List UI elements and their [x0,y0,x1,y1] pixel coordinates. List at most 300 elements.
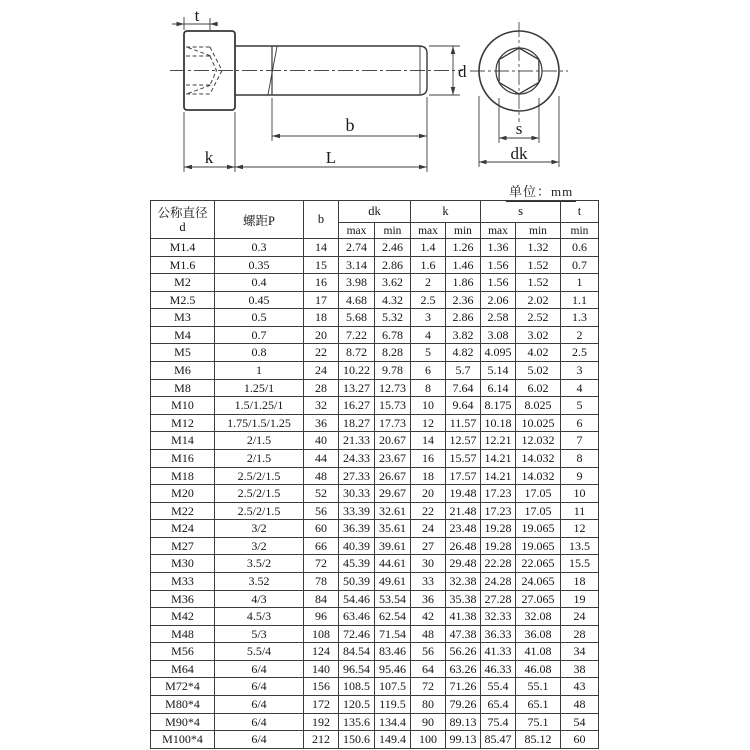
table-cell: 8 [411,379,446,397]
table-row [151,467,599,485]
table-cell: 1.1 [561,291,599,309]
subheader-t-min: min [561,223,599,239]
technical-drawing [0,0,750,200]
dim-label-b: b [345,115,355,135]
table-row [151,520,599,538]
table-row [151,274,599,292]
table-cell: 45.39 [339,555,375,573]
table-cell: M6 [151,362,215,380]
table-cell: 66 [304,537,339,555]
table-cell: 83.46 [375,643,411,661]
table-cell: 49.61 [375,572,411,590]
table-cell: 54.46 [339,590,375,608]
table-row [151,731,599,749]
table-cell: 24 [411,520,446,538]
table-cell: 13.5 [561,537,599,555]
table-cell: 192 [304,713,339,731]
table-cell: 32 [304,397,339,415]
table-cell: 14.21 [481,467,516,485]
table-cell: 10.22 [339,362,375,380]
table-cell: 18 [561,572,599,590]
table-cell: 2 [561,326,599,344]
table-cell: M56 [151,643,215,661]
table-cell: 124 [304,643,339,661]
table-cell: 55.1 [516,678,561,696]
table-cell: 5/3 [215,625,304,643]
header-dk-group: dk [339,201,411,223]
table-cell: 65.1 [516,696,561,714]
table-cell: 64 [411,660,446,678]
table-cell: 4/3 [215,590,304,608]
table-cell: 41.33 [481,643,516,661]
table-cell: 0.7 [561,256,599,274]
table-cell: 14.032 [516,467,561,485]
table-cell: 12.21 [481,432,516,450]
table-cell: M64 [151,660,215,678]
dim-label-L: L [325,148,337,167]
table-cell: 8.175 [481,397,516,415]
table-cell: 75.4 [481,713,516,731]
table-cell: 8.72 [339,344,375,362]
table-row [151,485,599,503]
table-cell: 71.54 [375,625,411,643]
table-cell: 5 [411,344,446,362]
table-cell: 10 [561,485,599,503]
table-cell: 3 [561,362,599,380]
table-cell: 3/2 [215,520,304,538]
table-cell: 32.08 [516,608,561,626]
table-row [151,344,599,362]
table-cell: 10.18 [481,414,516,432]
table-cell: 10 [411,397,446,415]
table-cell: 1.5/1.25/1 [215,397,304,415]
table-row [151,362,599,380]
table-cell: 17.05 [516,502,561,520]
table-cell: 36.39 [339,520,375,538]
table-cell: 4.02 [516,344,561,362]
subheader-dk-min: min [375,223,411,239]
table-cell: 15 [304,256,339,274]
table-cell: 120.5 [339,696,375,714]
table-row [151,432,599,450]
table-cell: 6.02 [516,379,561,397]
table-cell: 135.6 [339,713,375,731]
table-cell: 9.78 [375,362,411,380]
table-cell: 0.4 [215,274,304,292]
table-cell: 4 [561,379,599,397]
table-cell: 12 [411,414,446,432]
table-row [151,678,599,696]
table-cell: 7 [561,432,599,450]
table-cell: 19.28 [481,520,516,538]
table-row [151,590,599,608]
subheader-s-min: min [516,223,561,239]
table-cell: 79.26 [446,696,481,714]
table-cell: 19.48 [446,485,481,503]
table-cell: 71.26 [446,678,481,696]
table-cell: 85.47 [481,731,516,749]
table-cell: 3 [411,309,446,327]
table-cell: 6/4 [215,660,304,678]
table-cell: 1.56 [481,256,516,274]
table-cell: 22 [304,344,339,362]
table-cell: 84.54 [339,643,375,661]
table-cell: 36.33 [481,625,516,643]
table-cell: 24.28 [481,572,516,590]
table-cell: M10 [151,397,215,415]
table-cell: 38 [561,660,599,678]
table-cell: 17.57 [446,467,481,485]
table-cell: 8 [561,449,599,467]
table-cell: 14 [411,432,446,450]
table-cell: 108.5 [339,678,375,696]
table-cell: 5 [561,397,599,415]
table-row [151,660,599,678]
table-row [151,537,599,555]
table-cell: 10.025 [516,414,561,432]
table-body [151,239,599,749]
table-cell: 15.73 [375,397,411,415]
table-cell: M72*4 [151,678,215,696]
table-cell: 60 [304,520,339,538]
table-cell: 172 [304,696,339,714]
table-cell: 6.78 [375,326,411,344]
table-cell: 27.28 [481,590,516,608]
subheader-s-max: max [481,223,516,239]
table-cell: 1.75/1.5/1.25 [215,414,304,432]
table-cell: 2.36 [446,291,481,309]
subheader-dk-max: max [339,223,375,239]
table-cell: 2/1.5 [215,449,304,467]
dim-label-s: s [515,119,523,138]
table-cell: M3 [151,309,215,327]
table-cell: 48 [561,696,599,714]
table-cell: 3/2 [215,537,304,555]
table-cell: 33.39 [339,502,375,520]
subheader-k-max: max [411,223,446,239]
table-cell: 14.21 [481,449,516,467]
table-cell: 2.06 [481,291,516,309]
table-cell: 40.39 [339,537,375,555]
table-cell: 33 [411,572,446,590]
table-cell: 17.23 [481,485,516,503]
table-cell: 11 [561,502,599,520]
table-cell: 5.14 [481,362,516,380]
table-cell: 46.08 [516,660,561,678]
table-cell: 9.64 [446,397,481,415]
table-cell: 2.46 [375,239,411,257]
table-cell: 35.61 [375,520,411,538]
table-cell: 54 [561,713,599,731]
header-nominal-diameter [151,201,215,239]
table-cell: 21.48 [446,502,481,520]
table-cell: 28 [304,379,339,397]
table-cell: 22 [411,502,446,520]
table-cell: 1.3 [561,309,599,327]
dim-label-dk: dk [510,144,528,163]
table-row [151,449,599,467]
table-cell: 18.27 [339,414,375,432]
table-cell: 20 [304,326,339,344]
table-cell: 119.5 [375,696,411,714]
table-cell: 27 [411,537,446,555]
table-cell: 27.065 [516,590,561,608]
table-cell: 4.095 [481,344,516,362]
header-t: t [561,201,599,223]
table-cell: 4.82 [446,344,481,362]
table-cell: 150.6 [339,731,375,749]
table-cell: 56.26 [446,643,481,661]
table-cell: 1.46 [446,256,481,274]
table-cell: 55.4 [481,678,516,696]
table-cell: 42 [411,608,446,626]
table-cell: M100*4 [151,731,215,749]
header-pitch: 螺距P [215,201,304,239]
table-cell: 24 [561,608,599,626]
table-cell: 90 [411,713,446,731]
table-cell: 48 [304,467,339,485]
dim-label-t: t [194,6,200,25]
table-cell: 1.52 [516,256,561,274]
dimension-labels [195,6,528,167]
table-row [151,555,599,573]
table-cell: 3.08 [481,326,516,344]
table-cell: 29.48 [446,555,481,573]
table-cell: M42 [151,608,215,626]
table-cell: M14 [151,432,215,450]
table-cell: 18 [304,309,339,327]
table-cell: 60 [561,731,599,749]
table-cell: 6/4 [215,696,304,714]
table-cell: 2.58 [481,309,516,327]
table-cell: M18 [151,467,215,485]
table-cell: 2.5 [411,291,446,309]
table-cell: 62.54 [375,608,411,626]
table-cell: 3.82 [446,326,481,344]
table-cell: 212 [304,731,339,749]
table-cell: 36 [304,414,339,432]
table-cell: 5.68 [339,309,375,327]
table-cell: 4 [411,326,446,344]
table-cell: 96.54 [339,660,375,678]
table-cell: 4.32 [375,291,411,309]
table-cell: 8.28 [375,344,411,362]
table-cell: 39.61 [375,537,411,555]
table-cell: 6 [411,362,446,380]
table-cell: 47.38 [446,625,481,643]
table-cell: 32.33 [481,608,516,626]
table-row [151,239,599,257]
table-cell: 0.45 [215,291,304,309]
table-cell: 17.05 [516,485,561,503]
table-cell: 8.025 [516,397,561,415]
table-cell: 56 [411,643,446,661]
table-cell: 1.32 [516,239,561,257]
table-cell: M5 [151,344,215,362]
table-cell: 43 [561,678,599,696]
table-cell: 50.39 [339,572,375,590]
table-cell: 85.12 [516,731,561,749]
table-cell: 1.36 [481,239,516,257]
unit-label: 单位：mm [506,181,576,202]
table-cell: 84 [304,590,339,608]
table-cell: 36 [411,590,446,608]
table-cell: M1.4 [151,239,215,257]
table-cell: 18 [411,467,446,485]
table-cell: 1.25/1 [215,379,304,397]
table-cell: 22.065 [516,555,561,573]
table-cell: 19 [561,590,599,608]
table-cell: 6.14 [481,379,516,397]
table-header [151,201,599,239]
table-row [151,256,599,274]
table-cell: 78 [304,572,339,590]
table-cell: 2.52 [516,309,561,327]
table-cell: 3.52 [215,572,304,590]
table-cell: M12 [151,414,215,432]
table-cell: M80*4 [151,696,215,714]
table-cell: 5.5/4 [215,643,304,661]
table-cell: 2.02 [516,291,561,309]
table-cell: 28 [561,625,599,643]
table-cell: 16 [411,449,446,467]
header-row-main [151,201,599,223]
table-cell: 2.86 [446,309,481,327]
table-cell: 13.27 [339,379,375,397]
table-cell: 20 [411,485,446,503]
table-cell: 1 [561,274,599,292]
dimensions-table [150,200,599,749]
table-cell: 41.38 [446,608,481,626]
table-cell: 108 [304,625,339,643]
table-cell: 19.28 [481,537,516,555]
table-cell: M48 [151,625,215,643]
table-cell: 20.67 [375,432,411,450]
table-cell: 6/4 [215,731,304,749]
table-cell: 19.065 [516,520,561,538]
table-cell: M36 [151,590,215,608]
table-cell: 44 [304,449,339,467]
table-cell: 12.73 [375,379,411,397]
header-b: b [304,201,339,239]
table-cell: 107.5 [375,678,411,696]
table-cell: 0.35 [215,256,304,274]
table-cell: 23.48 [446,520,481,538]
table-cell: 2 [411,274,446,292]
header-nominal-diameter-cjk: 公称直径 [157,205,208,220]
table-row [151,625,599,643]
table-cell: M24 [151,520,215,538]
table-cell: 3.98 [339,274,375,292]
table-cell: 56 [304,502,339,520]
table-cell: M2.5 [151,291,215,309]
table-row [151,291,599,309]
table-cell: 2/1.5 [215,432,304,450]
table-cell: 72 [411,678,446,696]
table-cell: 2.5/2/1.5 [215,467,304,485]
table-cell: 23.67 [375,449,411,467]
table-cell: 99.13 [446,731,481,749]
table-row [151,572,599,590]
table-cell: 29.67 [375,485,411,503]
table-cell: M2 [151,274,215,292]
table-cell: 1.52 [516,274,561,292]
subheader-k-min: min [446,223,481,239]
table-cell: 34 [561,643,599,661]
table-cell: 6/4 [215,713,304,731]
table-cell: 65.4 [481,696,516,714]
table-cell: 0.7 [215,326,304,344]
header-nominal-diameter-symbol: d [179,219,186,234]
table-cell: M4 [151,326,215,344]
table-cell: M90*4 [151,713,215,731]
table-cell: 134.4 [375,713,411,731]
table-cell: 32.38 [446,572,481,590]
table-cell: M8 [151,379,215,397]
table-cell: 149.4 [375,731,411,749]
table-cell: 22.28 [481,555,516,573]
table-cell: 1.6 [411,256,446,274]
dim-label-k: k [204,148,214,167]
table-cell: 44.61 [375,555,411,573]
table-cell: 63.46 [339,608,375,626]
table-cell: 3.14 [339,256,375,274]
table-cell: 63.26 [446,660,481,678]
table-row [151,502,599,520]
table-cell: 46.33 [481,660,516,678]
table-cell: 75.1 [516,713,561,731]
table-cell: 16 [304,274,339,292]
table-cell: M20 [151,485,215,503]
table-cell: 6 [561,414,599,432]
table-row [151,414,599,432]
table-cell: 3.02 [516,326,561,344]
table-cell: 35.38 [446,590,481,608]
table-cell: 24.33 [339,449,375,467]
table-cell: 140 [304,660,339,678]
table-row [151,326,599,344]
table-cell: 12.57 [446,432,481,450]
table-cell: 80 [411,696,446,714]
table-cell: 21.33 [339,432,375,450]
table-cell: 52 [304,485,339,503]
table-row [151,713,599,731]
table-cell: 4.68 [339,291,375,309]
table-cell: 17 [304,291,339,309]
table-cell: 40 [304,432,339,450]
table-cell: 32.61 [375,502,411,520]
table-cell: 1.56 [481,274,516,292]
table-cell: M27 [151,537,215,555]
table-cell: 3.62 [375,274,411,292]
table-cell: 14 [304,239,339,257]
table-cell: 96 [304,608,339,626]
table-cell: 16.27 [339,397,375,415]
table-cell: M30 [151,555,215,573]
table-cell: 0.6 [561,239,599,257]
table-cell: 1.86 [446,274,481,292]
table-cell: 5.02 [516,362,561,380]
table-cell: 12 [561,520,599,538]
table-cell: 5.7 [446,362,481,380]
centerlines [170,22,568,122]
table-cell: 0.3 [215,239,304,257]
table-cell: 24.065 [516,572,561,590]
table-cell: M33 [151,572,215,590]
table-cell: 6/4 [215,678,304,696]
table-row [151,608,599,626]
table-cell: 72.46 [339,625,375,643]
